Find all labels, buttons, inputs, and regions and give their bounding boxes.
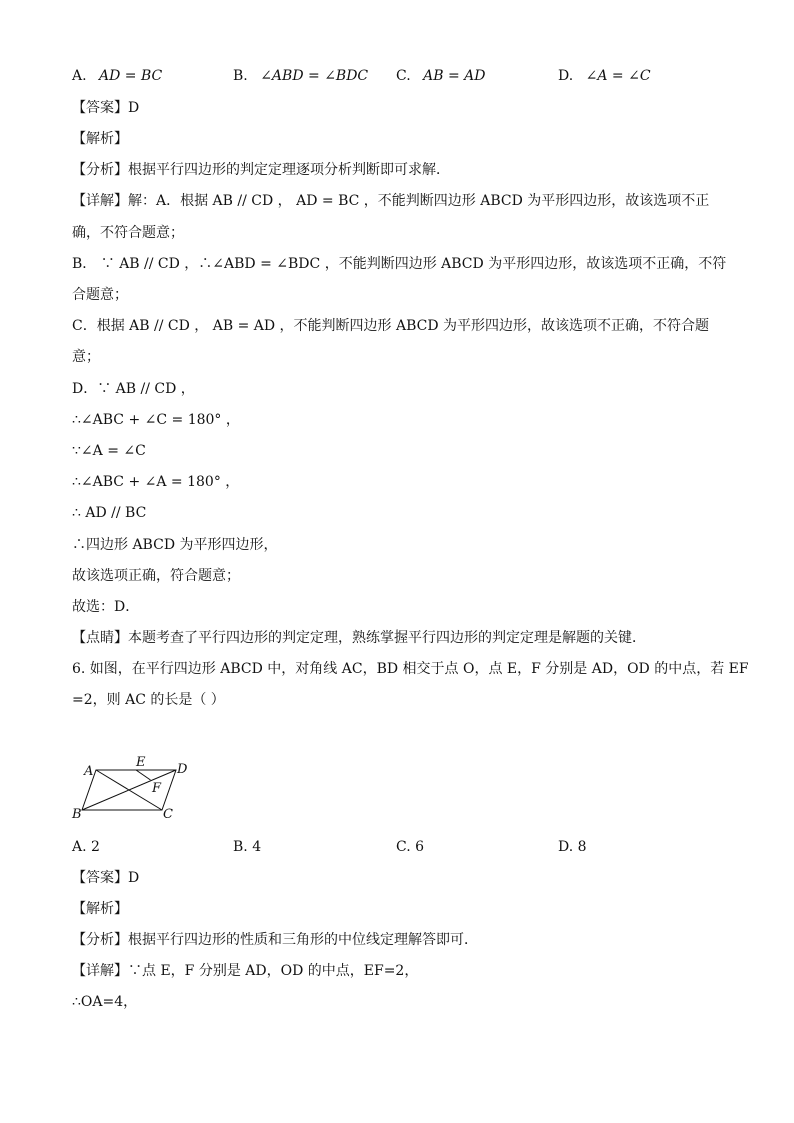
label-e: E — [136, 755, 146, 770]
q5-choose: 故选：D． — [72, 599, 140, 615]
q5-detail-d5: ∴ AD // BC — [72, 505, 147, 521]
q5-option-b — [233, 66, 368, 86]
q5-detail-d2: ∴∠ABC + ∠C = 180° ， — [72, 412, 240, 428]
q5-option-d — [558, 66, 651, 86]
q5-detail-d4: ∴∠ABC + ∠A = 180° ， — [72, 474, 240, 490]
q5-option-c-expr: AB = AD — [423, 68, 486, 84]
q6-option-b-label: B. — [233, 839, 248, 855]
q5-option-d-label: D. — [558, 68, 574, 84]
q5-answer-tag: 【答案】 — [72, 100, 128, 116]
q6-fenxi-text: 根据平行四边形的性质和三角形的中位线定理解答即可． — [128, 932, 478, 948]
q5-detail-b1: B． ∵ AB // CD ，∴∠ABD = ∠BDC ，不能判断四边形 ABCD 为平形四边形，故该选项不正确，不符 — [72, 256, 727, 272]
q5-detail-tag: 【详解】 — [72, 193, 128, 209]
q6-option-c-label: C. — [396, 839, 411, 855]
q6-detail1 — [72, 961, 418, 981]
q6-option-d — [558, 837, 587, 857]
q5-comment — [72, 628, 646, 648]
q6-option-a-value: 2 — [91, 839, 100, 855]
q6-fenxi-tag: 【分析】 — [72, 932, 128, 948]
q6-option-b-value: 4 — [252, 839, 262, 855]
label-d: D — [177, 762, 188, 777]
q5-detail-d7: 故该选项正确，符合题意； — [72, 568, 240, 584]
q6-stem-line2: =2，则 AC 的长是（ ） — [72, 692, 225, 708]
q6-detail-tag: 【详解】 — [72, 963, 128, 979]
q6-answer-value: D — [128, 870, 140, 886]
q5-option-d-expr: ∠A = ∠C — [585, 68, 651, 84]
q5-option-c — [396, 66, 486, 86]
label-f: F — [152, 781, 162, 796]
q5-detail-a2: 确，不符合题意； — [72, 225, 184, 241]
q5-option-b-expr: ∠ABD = ∠BDC — [260, 68, 369, 84]
q5-detail-c1: C．根据 AB // CD ， AB = AD ，不能判断四边形 ABCD 为平形四边形，故该选项不正确，不符合题 — [72, 318, 710, 334]
q5-option-a-expr: AD = BC — [99, 68, 163, 84]
q6-option-a — [72, 837, 100, 857]
q6-parallelogram-figure — [66, 754, 206, 824]
q5-detail-c2: 意； — [72, 349, 100, 365]
q5-detail-a1 — [72, 191, 709, 211]
q5-option-b-label: B. — [233, 68, 248, 84]
q6-answer — [72, 868, 139, 888]
q5-detail-b2: 合题意； — [72, 287, 128, 303]
q5-answer-value: D — [128, 100, 140, 116]
segment-ef — [136, 770, 151, 780]
q5-detail-d3: ∵∠A = ∠C — [72, 443, 146, 459]
q6-detail1-text: ∵点 E，F 分别是 AD，OD 的中点，EF=2， — [128, 963, 419, 979]
q5-answer — [72, 98, 139, 118]
q6-option-b — [233, 837, 261, 857]
label-b: B — [72, 807, 82, 822]
q6-analysis-tag: 【解析】 — [72, 901, 128, 917]
q5-detail-d6: ∴四边形 ABCD 为平形四边形， — [72, 537, 278, 553]
q6-option-d-label: D. — [558, 839, 574, 855]
q5-analysis-tag: 【解析】 — [72, 131, 128, 147]
q5-option-a-label: A. — [72, 68, 87, 84]
q6-fenxi — [72, 930, 478, 950]
diagonal-bd — [82, 770, 176, 810]
q5-fenxi — [72, 160, 450, 180]
q6-answer-tag: 【答案】 — [72, 870, 128, 886]
q6-option-d-value: 8 — [577, 839, 587, 855]
label-c: C — [163, 807, 173, 822]
q5-option-a — [72, 66, 162, 86]
q5-fenxi-tag: 【分析】 — [72, 162, 128, 178]
q5-comment-tag: 【点睛】 — [72, 630, 128, 646]
q6-option-c-value: 6 — [415, 839, 425, 855]
q5-detail-a1-text: 解：A．根据 AB // CD ， AD = BC ，不能判断四边形 ABCD 为平形四边形，故该选项不正 — [128, 193, 710, 209]
label-a: A — [84, 764, 94, 779]
q6-stem-line1: 6. 如图，在平行四边形 ABCD 中，对角线 AC，BD 相交于点 O，点 E，F 分别是 AD，OD 的中点，若 EF — [72, 661, 749, 677]
q6-option-a-label: A. — [72, 839, 87, 855]
q5-option-c-label: C. — [396, 68, 411, 84]
q6-option-c — [396, 837, 424, 857]
q5-fenxi-text: 根据平行四边形的判定定理逐项分析判断即可求解． — [128, 162, 450, 178]
q5-comment-text: 本题考查了平行四边形的判定定理，熟练掌握平行四边形的判定定理是解题的关键． — [128, 630, 646, 646]
q5-detail-d1: D．∵ AB // CD ， — [72, 381, 195, 397]
q6-detail2: ∴OA=4， — [72, 994, 138, 1010]
